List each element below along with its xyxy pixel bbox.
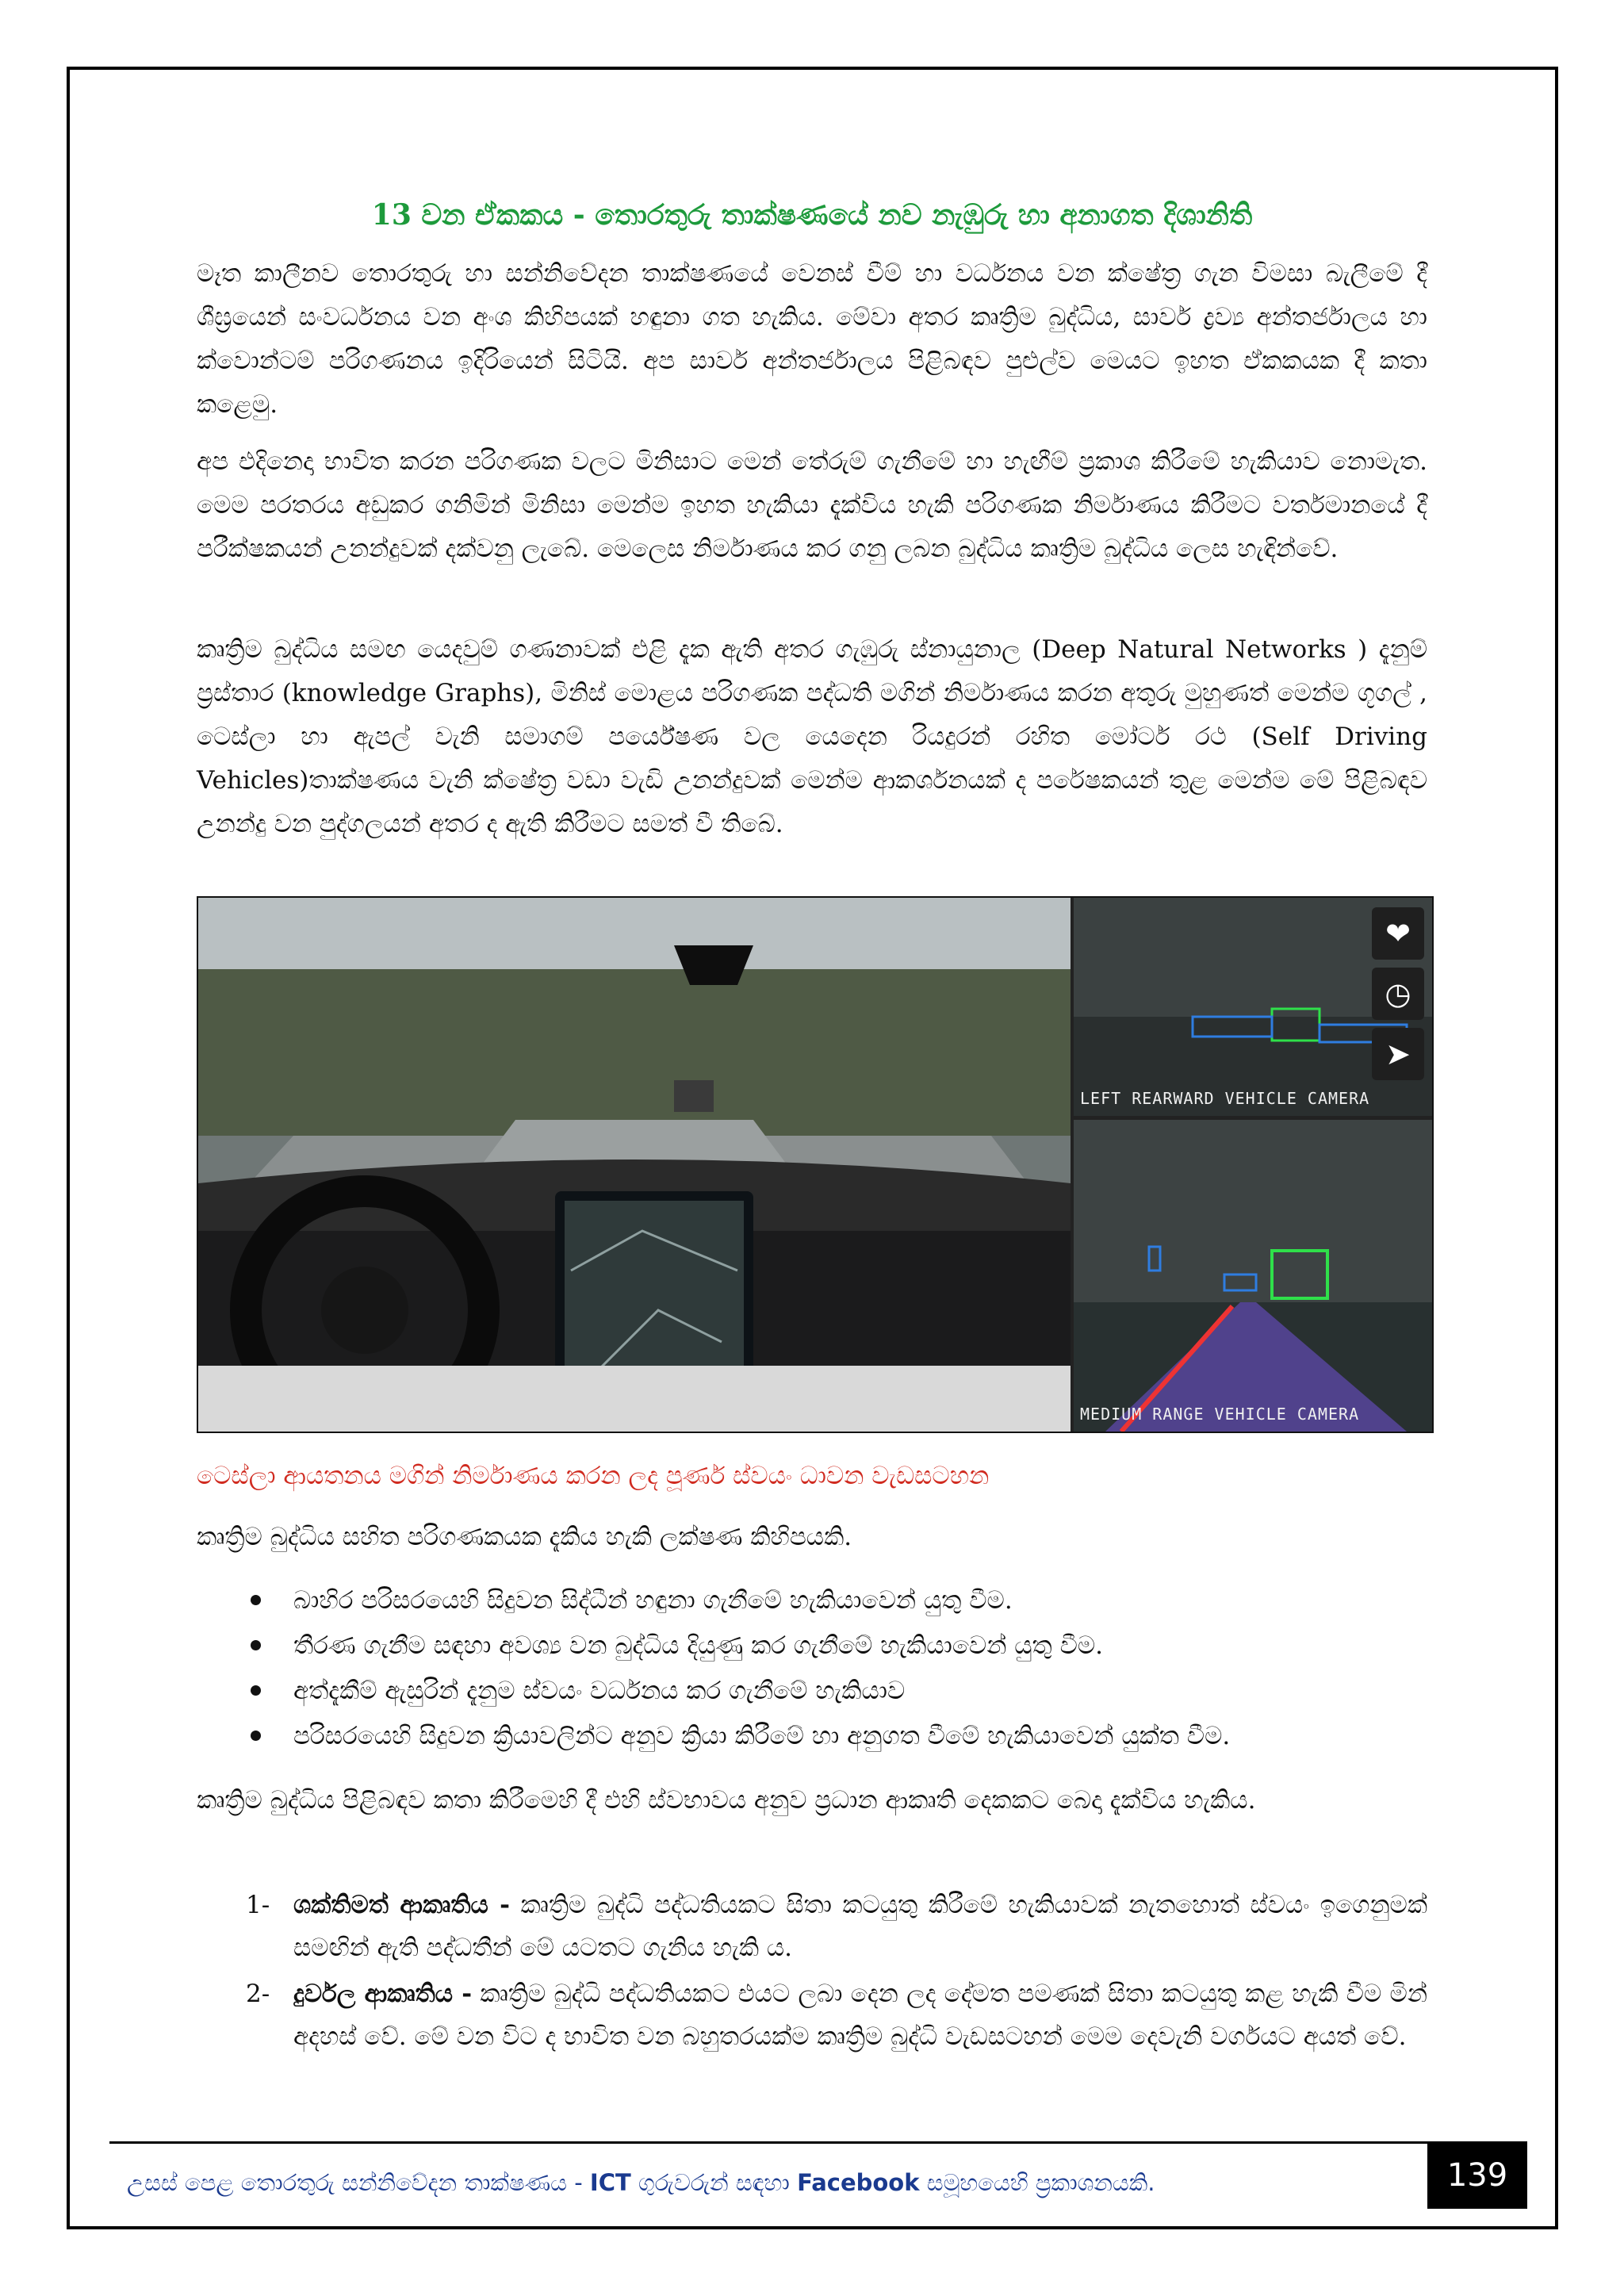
footer-text-start: උසස් පෙළ තොරතුරු සන්නිවේදන තාක්ෂණය -: [127, 2169, 590, 2196]
bullet-icon: [251, 1595, 261, 1605]
type-term: ශක්තිමත් ආකෘතිය -: [293, 1891, 511, 1919]
item-number: 2-: [246, 1980, 270, 2008]
tesla-figure: [197, 896, 1434, 1433]
features-list: [246, 1578, 1230, 1759]
type-term: දුර්වල ආකෘතිය -: [293, 1980, 473, 2008]
car-interior-image: [198, 898, 1071, 1432]
bullet-text: පරිසරයෙහි සිදුවන ක්‍රියාවලින්ට අනුව ක්‍රියා කිරීමේ හා අනුගත වීමේ හැකියාවෙන් යුක්ත වීම.: [293, 1722, 1231, 1750]
bullet-icon: [251, 1685, 261, 1696]
type-description: කෘත්‍රිම බුද්ධි පද්ධතියකට සිතා කටයුතු කිරීමේ හැකියාවක් නැතහොත් ස්වයං ඉගෙනුමක් සමඟින් ඇති පද්ධතීන් මේ යටතට ගැනිය හැකි ය.: [293, 1891, 1427, 1962]
item-number: 1-: [246, 1891, 270, 1919]
figure-caption: ටෙස්ලා ආයතනය මගින් නිර්මාණය කරන ලද පූර්ණ ස්වයං ධාවන වැඩසටහන: [197, 1462, 990, 1490]
camera-label-top: LEFT REARWARD VEHICLE CAMERA: [1080, 1089, 1370, 1108]
bullet-icon: [251, 1731, 261, 1741]
footer-text-end: සමූහයෙහි ප්‍රකාශනයකි.: [919, 2169, 1155, 2196]
bullet-icon: [251, 1640, 261, 1650]
paragraph-applications: කෘත්‍රිම බුද්ධිය සමඟ යෙදවුම් ගණනාවක් එළි දැක ඇති අතර ගැඹුරු ස්නායුනාල (Deep Natural Networks ) දැනුම් ප්‍රස්තාර (knowledge Graphs), මිනිස් මොළය පරිගණක පද්ධති මගින් නිර්මාණය කරන අතුරු මුහුණත් මෙන්ම ගූගල් , ටෙස්ලා හා ඇපල් වැනි සමාගම් පර්යේෂණ වල යෙදෙන රියදුරන් රහිත මෝටර් රථ (Self Driving Vehicles)තාක්ෂණය වැනි ක්ෂේත්‍ර වඩා වැඩි උනන්දුවක් මෙන්ම ආකර්ශනයක් ද පරේෂකයන් තුළ මෙන්ම මේ පිළිබඳව උනන්දු වන පුද්ගලයන් අතර ද ඇති කිරීමට සමත් වී තිබේ.: [197, 635, 1427, 838]
camera-feed-bottom: [1074, 1120, 1434, 1432]
list-item: [246, 1884, 1427, 1969]
footer-text-mid: ගුරුවරුන් සඳහා: [630, 2169, 798, 2196]
footer-divider: [109, 2141, 1524, 2144]
bullet-text: තීරණ ගැනීම සඳහා අවශ්‍ය වන බුද්ධිය දියුණු කර ගැනීමේ හැකියාවෙන් යුතු වීම.: [293, 1631, 1103, 1660]
page-number: 139: [1427, 2141, 1527, 2209]
ai-types-list: [246, 1884, 1427, 2061]
features-intro: කෘත්‍රිම බුද්ධිය සහිත පරිගණකයක දැකිය හැකි ලක්ෂණ කිහිපයකි.: [197, 1523, 852, 1551]
list-item: [246, 1623, 1230, 1669]
clock-icon[interactable]: ◷: [1372, 968, 1424, 1020]
medium-range-camera-view: [1074, 1120, 1434, 1432]
list-item: [246, 1578, 1230, 1623]
footer-facebook: Facebook: [797, 2169, 920, 2196]
paragraph-types-intro: කෘත්‍රිම බුද්ධිය පිළිබඳව කතා කිරීමෙහි දී එහි ස්වභාවය අනුව ප්‍රධාන ආකෘති දෙකකට බෙදා දැක්විය හැකිය.: [197, 1786, 1256, 1815]
footer-ict: ICT: [589, 2169, 631, 2196]
heart-icon[interactable]: ❤: [1372, 907, 1424, 960]
paragraph-intro: මෑත කාලීනව තොරතුරු හා සන්නිවේදන තාක්ෂණයේ වෙනස් වීම් හා වර්ධනය වන ක්ෂේත්‍ර ගැන විමසා බැලීමේ දී ශීඝ්‍රයෙන් සංවර්ධනය වන අංශ කිහිපයක් හඳුනා ගත හැකිය. මේවා අතර කෘත්‍රිම බුද්ධිය, සාර්ව ද්‍රව්‍ය අන්තර්ජාලය හා ක්වොන්ටම් පරිගණනය ඉදිරියෙන් සිටියි. අප සාර්ව අන්තර්ජාලය පිළිබඳව පුළුල්ව මෙයට ඉහත ඒකකයක දී කතා කළෙමු.: [197, 259, 1427, 419]
bullet-text: බාහිර පරිසරයෙහි සිදුවන සිද්ධීන් හඳුනා ගැනීමේ හැකියාවෙන් යුතු වීම.: [293, 1586, 1013, 1615]
unit-title: 13 වන ඒකකය - තොරතුරු තාක්ෂණයේ නව නැඹුරු හා අනාගත දිශානිති: [371, 198, 1253, 232]
camera-label-bottom: MEDIUM RANGE VEHICLE CAMERA: [1080, 1405, 1360, 1424]
bullet-text: අත්දැකීම් ඇසුරින් දැනුම ස්වයං වර්ධනය කර ගැනීමේ හැකියාව: [293, 1677, 906, 1705]
list-item: [246, 1714, 1230, 1759]
footer-text: [127, 2169, 1155, 2197]
paragraph-computers: අප එදිනෙදා භාවිත කරන පරිගණක වලට මිනිසාට මෙන් තේරුම් ගැනීමේ හා හැඟීම් ප්‍රකාශ කිරීමේ හැකියාව නොමැත. මෙම පරතරය අඩුකර ගනිමින් මිනිසා මෙන්ම ඉහත හැකියා දැක්විය හැකි පරිගණක නිර්මාණය කිරීමට වර්තමානයේ දී පරීක්ෂකයන් උනන්දුවක් දක්වනු ලැබේ. මෙලෙස නිර්මාණය කර ගනු ලබන බුද්ධිය කෘත්‍රිම බුද්ධිය ලෙස හැඳින්වේ.: [197, 447, 1427, 563]
list-item: [246, 1972, 1427, 2058]
list-item: [246, 1669, 1230, 1714]
send-icon[interactable]: ➤: [1372, 1028, 1424, 1080]
type-description: කෘත්‍රිම බුද්ධි පද්ධතියකට එයට ලබා දෙන ලද දේමත පමණක් සිතා කටයුතු කළ හැකි වීම මින් අදහස් වේ. මේ වන විට ද භාවිත වන බහුතරයක්ම කෘත්‍රිම බුද්ධි වැඩසටහන් මෙම දෙවැනි වර්ගයට අයත් වේ.: [293, 1980, 1428, 2051]
